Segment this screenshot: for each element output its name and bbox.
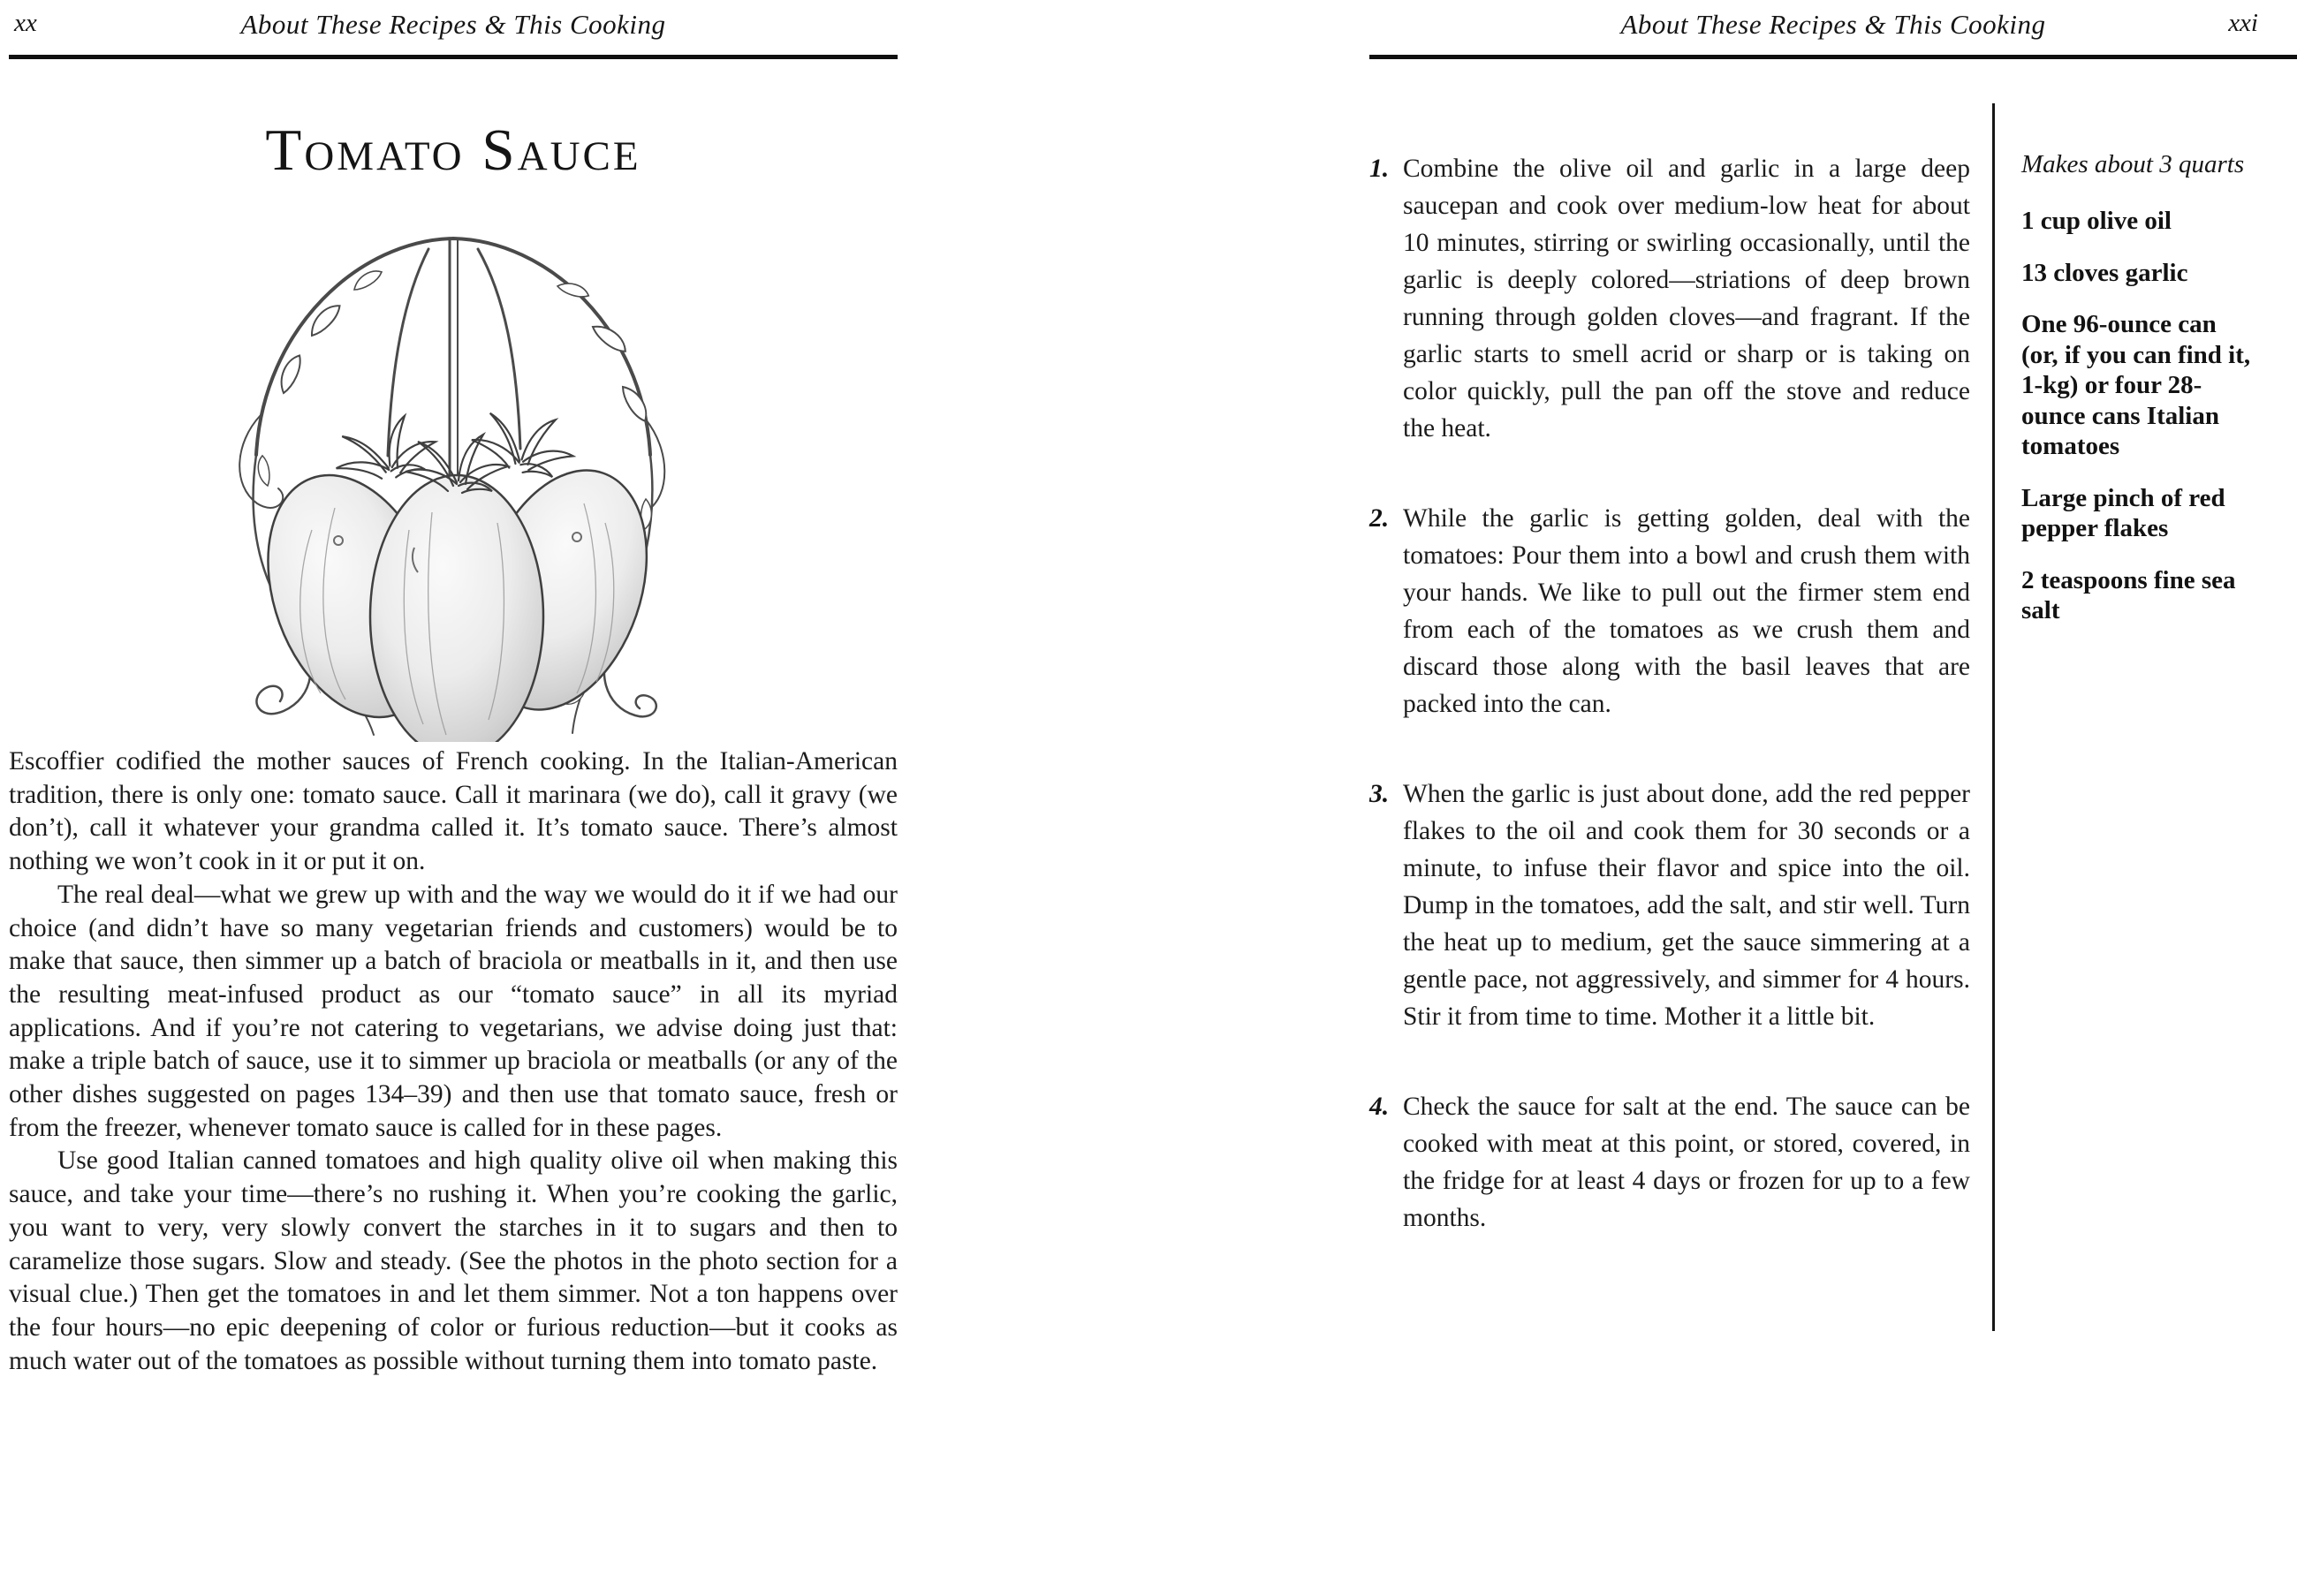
ingredient-item: 1 cup olive oil <box>2021 207 2172 235</box>
ingredients-sidebar <box>1992 103 2253 1331</box>
intro-paragraph: Escoffier codified the mother sauces of French cooking. In the Italian-American tradition, there is only one: tomato sauce. Call it marinara (we do), call it gravy (we don’t), call it whatever your grandma called it. It’s tomato sauce. There’s almost nothing we won’t cook in it or put it on. <box>9 747 898 876</box>
right-header-rule <box>1369 55 2297 59</box>
left-page-header <box>9 0 898 55</box>
yield-note: Makes about 3 quarts <box>2021 150 2245 178</box>
ingredient-item: One 96-ounce can (or, if you can find it, 1-kg) or four 28-ounce cans Italian tomatoes <box>2021 310 2251 460</box>
step-number: 4. <box>1369 1093 1390 1121</box>
intro-paragraph: Use good Italian canned tomatoes and high quality olive oil when making this sauce, and take your time—there’s no rushing it. When you’re cooking the garlic, you want to very, very slowly convert the starches in it to sugars and then to caramelize those sugars. Slow and steady. (See the photos in the photo section for a visual clue.) Then get the tomatoes in and let them simmer. Not a ton happens over the four hours—no epic deepening of color or furious reduction—but it cooks as much water out of the tomatoes as possible without turning them into tomato paste. <box>9 1146 898 1375</box>
step-text: Check the sauce for salt at the end. The sauce can be cooked with meat at this point, or stored, covered, in the fridge for at least 4 days or frozen for up to a few months. <box>1403 1093 1970 1232</box>
tomato-illustration <box>206 194 701 742</box>
left-folio: xx <box>14 9 37 37</box>
step-text: While the garlic is getting golden, deal with the tomatoes: Pour them into a bowl and crush them with your hands. We like to pull out the firmer stem end from each of the tomatoes as we crush them and discard those along with the basil leaves that are packed into the can. <box>1403 504 1970 718</box>
step-number: 2. <box>1369 504 1390 533</box>
step-text: When the garlic is just about done, add the red pepper flakes to the oil and cook them for 30 seconds or a minute, to infuse their flavor and spice into the oil. Dump in the tomatoes, add the salt, and stir well. Turn the heat up to medium, get the sauce simmering at a gentle pace, not aggressively, and simmer for 4 hours. Stir it from time to time. Mother it a little bit. <box>1403 780 1970 1031</box>
step-number: 3. <box>1369 780 1390 808</box>
recipe-step <box>1369 775 1970 1035</box>
ingredient-item: Large pinch of red pepper flakes <box>2021 483 2225 542</box>
left-page <box>9 0 898 1378</box>
recipe-step <box>1369 500 1970 722</box>
recipe-steps <box>1369 103 1970 1331</box>
recipe-content <box>1369 103 2297 1331</box>
step-text: Combine the olive oil and garlic in a large deep saucepan and cook over medium-low heat for about 10 minutes, stirring or swirling occasionally, until the garlic is deeply colored—striations of deep brown running through golden cloves—and fragrant. If the garlic starts to smell acrid or sharp or is taking on color quickly, pull the pan off the stove and reduce the heat. <box>1403 155 1970 442</box>
right-folio: xxi <box>2228 9 2258 37</box>
intro-paragraphs <box>9 745 898 1378</box>
right-running-head: About These Recipes & This Cooking <box>1620 9 2046 40</box>
left-running-head: About These Recipes & This Cooking <box>240 9 666 40</box>
recipe-step <box>1369 150 1970 447</box>
ingredient-item: 13 cloves garlic <box>2021 258 2188 287</box>
step-number: 1. <box>1369 155 1390 183</box>
right-page <box>1369 0 2297 1331</box>
right-page-header <box>1369 0 2297 55</box>
recipe-step <box>1369 1088 1970 1237</box>
ingredient-item: 2 teaspoons fine sea salt <box>2021 565 2236 624</box>
tomato-vine-svg <box>206 194 701 742</box>
intro-paragraph: The real deal—what we grew up with and the way we would do it if we had our choice (and didn’t have so many vegetarian friends and customers) would be to make that sauce, then simmer up a batch of braciola or meatballs in it, and then use the resulting meat-infused product as our “tomato sauce” in all its myriad applications. And if you’re not catering to vegetarians, we advise doing just that: make a triple batch of sauce, use it to simmer up braciola or meatballs (or any of the other dishes suggested on pages 134–39) and then use that tomato sauce, fresh or from the freezer, whenever tomato sauce is called for in these pages. <box>9 880 898 1142</box>
ingredients-list <box>2021 206 2253 626</box>
left-header-rule <box>9 55 898 59</box>
recipe-title: Tomato Sauce <box>265 117 641 183</box>
